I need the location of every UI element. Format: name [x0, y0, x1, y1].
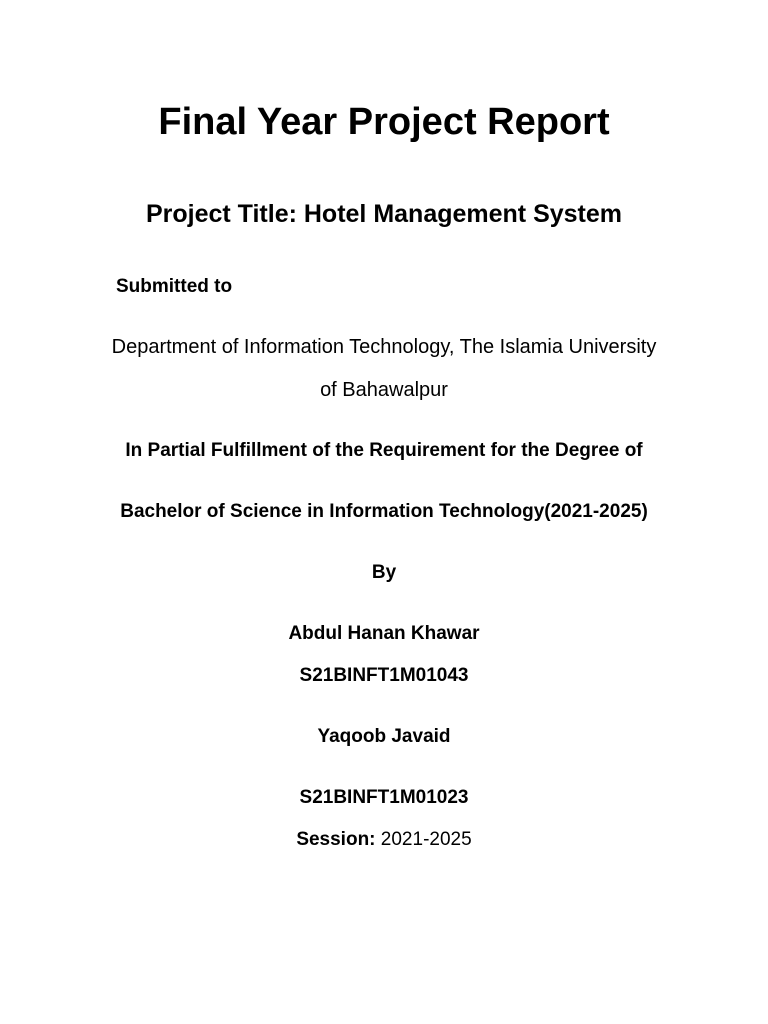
department-line-1: Department of Information Technology, The Islamia University: [111, 336, 657, 358]
author-name-2: Yaqoob Javaid: [317, 726, 451, 747]
author-name-1: Abdul Hanan Khawar: [288, 623, 480, 644]
department-line-2: of Bahawalpur: [320, 379, 448, 401]
author-roll-number-1: S21BINFT1M01043: [299, 665, 469, 686]
degree-name: Bachelor of Science in Information Technology(2021-2025): [120, 501, 648, 522]
by-label: By: [371, 562, 397, 583]
session-label: Session:: [296, 829, 376, 850]
project-title: Project Title: Hotel Management System: [145, 200, 623, 228]
session-line: [0, 830, 768, 849]
author-roll-number-2: S21BINFT1M01023: [299, 787, 469, 808]
session-value: 2021-2025: [380, 829, 472, 850]
report-title: Final Year Project Report: [158, 101, 610, 143]
submitted-to-label: Submitted to: [116, 276, 233, 297]
fulfillment-statement: In Partial Fulfillment of the Requirement for the Degree of: [125, 440, 643, 461]
